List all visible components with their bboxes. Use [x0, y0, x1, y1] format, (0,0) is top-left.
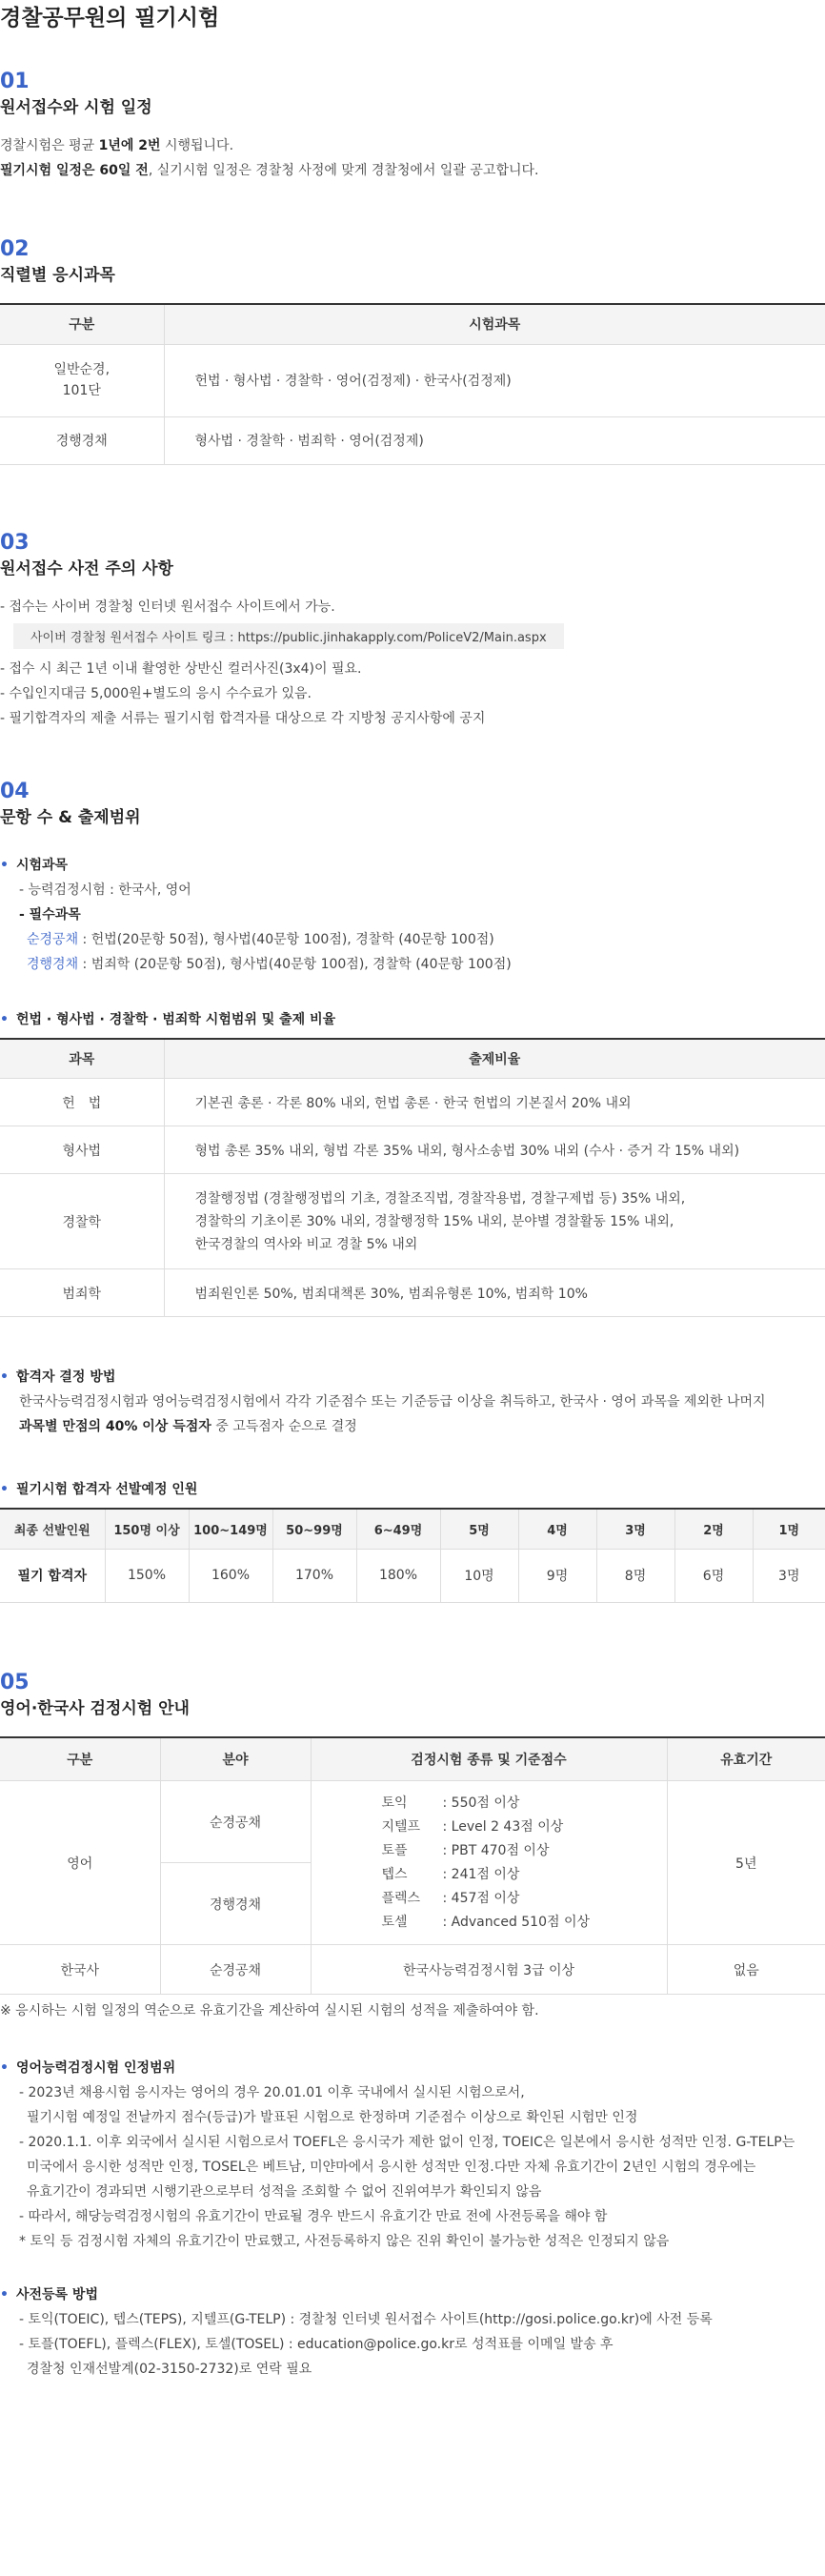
register-line-2: - 토플(TOEFL), 플렉스(FLEX), 토셀(TOSEL) : education@police.go.kr로 성적표를 이메일 발송 후	[19, 2337, 614, 2352]
selection-cell-2: 160%	[189, 1549, 272, 1602]
selection-table	[0, 1508, 825, 1603]
schedule-line-2: 필기시험 일정은 60일 전, 실기시험 일정은 경찰청 사정에 맞게 경찰청에서 일괄 공고합니다.	[0, 163, 539, 178]
section-title-certification: 영어·한국사 검정시험 안내	[0, 1698, 190, 1718]
bullet-icon: •	[0, 857, 9, 873]
english-tests-list	[311, 1781, 667, 1945]
cert-header-tests: 검정시험 종류 및 기준점수	[311, 1737, 667, 1781]
cert-line-6: - 따라서, 해당능력검정시험의 유효기간이 만료될 경우 반드시 유효기간 만료 전에 사전등록을 해야 함	[19, 2209, 608, 2224]
cert-header-category: 구분	[0, 1737, 160, 1781]
selection-header-5: 5명	[440, 1509, 518, 1549]
cert-header-field: 분야	[160, 1737, 311, 1781]
test-name: 플렉스	[381, 1890, 421, 1906]
cert-line-7: * 토익 등 검정시험 자체의 유효기간이 만료했고, 사전등록하지 않은 진위 확인이 불가능한 성적은 인정되지 않음	[19, 2234, 670, 2249]
subjects-heading: • 시험과목	[0, 857, 69, 873]
colon-separator: :	[442, 1842, 452, 1858]
subjects-line-3: 순경공채 : 헌법(20문항 50점), 형사법(40문항 100점), 경찰학 (40문항 100점)	[27, 931, 494, 947]
section-number-05: 05	[0, 1670, 30, 1694]
ratio-header-subject: 과목	[0, 1039, 164, 1079]
section-title-schedule: 원서접수와 시험 일정	[0, 98, 152, 117]
bullet-icon: •	[0, 1482, 9, 1497]
certification-table	[0, 1736, 825, 1996]
selection-cell-8: 6명	[674, 1549, 753, 1602]
ratio-table	[0, 1038, 825, 1318]
table-row: 형사법 형법 총론 35% 내외, 형법 각론 35% 내외, 형사소송법 30% 내외 (수사 · 증거 각 15% 내외)	[0, 1126, 825, 1174]
precaution-2: - 접수 시 최근 1년 이내 촬영한 상반신 컬러사진(3x4)이 필요.	[0, 660, 362, 677]
bullet-icon: •	[0, 1369, 9, 1385]
subjects-header-subjects: 시험과목	[164, 304, 825, 344]
selection-header-6: 4명	[518, 1509, 596, 1549]
page-title: 경찰공무원의 필기시험	[0, 6, 220, 30]
colon-separator: :	[442, 1866, 452, 1882]
bullet-icon: •	[0, 2060, 9, 2076]
cert-line-2: 필기시험 예정일 전날까지 점수(등급)가 발표된 시험으로 한정하며 기준점수 이상으로 확인된 시험만 인정	[27, 2110, 638, 2125]
table-row: 헌 법 기본권 총론 · 각론 80% 내외, 헌법 총론 · 한국 헌법의 기본질서 20% 내외	[0, 1079, 825, 1126]
schedule-line-1: 경찰시험은 평균 1년에 2번 시행됩니다.	[0, 138, 234, 153]
selection-header-2: 100~149명	[189, 1509, 272, 1549]
ratio-heading: • 헌법 · 형사법 · 경찰학 · 범죄학 시험범위 및 출제 비율	[0, 1011, 336, 1027]
table-row: 일반순경, 101단 헌법 · 형사법 · 경찰학 · 영어(검정제) · 한국사(검정제)	[0, 344, 825, 416]
test-score: 241점 이상	[451, 1866, 520, 1882]
test-score: Level 2 43점 이상	[451, 1818, 564, 1835]
table-row: 경행경채 형사법 · 경찰학 · 범죄학 · 영어(검정제)	[0, 416, 825, 464]
register-heading: • 사전등록 방법	[0, 2287, 98, 2302]
table-row: 영어 순경공채 토익 : 550점 이상 지텔프 : Level 2 43점 이상 토플 : PBT 470점 이상 텝스 : 241점 이상 플렉스 : 457점 이상 토셀 : Advanced 510점 이상 5년	[0, 1781, 825, 1863]
test-name: 텝스	[381, 1866, 408, 1882]
selection-cell-0: 필기 합격자	[0, 1549, 105, 1602]
subjects-line-2: - 필수과목	[19, 906, 81, 923]
pass-line-2: 과목별 만점의 40% 이상 득점자 중 고득점자 순으로 결정	[19, 1419, 357, 1434]
colon-separator: :	[442, 1890, 452, 1906]
bullet-icon: •	[0, 2287, 9, 2302]
selection-cell-4: 180%	[356, 1549, 440, 1602]
test-name: 토익	[381, 1795, 408, 1811]
subjects-header-category: 구분	[0, 304, 164, 344]
table-row: 범죄학 범죄원인론 50%, 범죄대책론 30%, 범죄유형론 10%, 범죄학 10%	[0, 1269, 825, 1317]
subjects-line-1: - 능력검정시험 : 한국사, 영어	[19, 882, 191, 898]
subjects-table	[0, 303, 825, 465]
test-item	[382, 1887, 666, 1911]
test-item	[382, 1815, 666, 1839]
colon-separator: :	[442, 1914, 452, 1930]
test-name: 토플	[381, 1842, 408, 1858]
pass-line-1: 한국사능력검정시험과 영어능력검정시험에서 각각 기준점수 또는 기준등급 이상을 취득하고, 한국사 · 영어 과목을 제외한 나머지	[19, 1394, 766, 1410]
cert-line-3: - 2020.1.1. 이후 외국에서 실시된 시험으로서 TOEFL은 응시국가 제한 없이 인정, TOEIC은 일본에서 응시한 성적만 인정. G-TELP는	[19, 2135, 795, 2150]
selection-header-8: 2명	[674, 1509, 753, 1549]
selection-cell-1: 150%	[105, 1549, 189, 1602]
selection-header-0: 최종 선발인원	[0, 1509, 105, 1549]
test-item	[382, 1863, 666, 1887]
cert-line-5: 유효기간이 경과되면 시행기관으로부터 성적을 조회할 수 없어 진위여부가 확인되지 않음	[27, 2184, 542, 2200]
colon-separator: :	[442, 1795, 452, 1811]
selection-cell-9: 3명	[753, 1549, 825, 1602]
bullet-icon: •	[0, 1011, 9, 1027]
test-item	[382, 1911, 666, 1935]
table-row: 경행경채	[0, 1863, 825, 1945]
test-item	[382, 1792, 666, 1815]
selection-header-7: 3명	[596, 1509, 674, 1549]
precaution-4: - 필기합격자의 제출 서류는 필기시험 합격자를 대상으로 각 지방청 공지사항에 공지	[0, 710, 486, 726]
selection-cell-7: 8명	[596, 1549, 674, 1602]
colon-separator: :	[442, 1818, 452, 1835]
test-name: 토셀	[381, 1914, 408, 1930]
test-score: Advanced 510점 이상	[451, 1914, 591, 1930]
test-item	[382, 1839, 666, 1863]
subjects-line-4: 경행경채 : 범죄학 (20문항 50점), 형사법(40문항 100점), 경찰학 (40문항 100점)	[27, 956, 512, 972]
selection-cell-3: 170%	[272, 1549, 356, 1602]
section-title-precautions: 원서접수 사전 주의 사항	[0, 558, 173, 578]
selection-header-3: 50~99명	[272, 1509, 356, 1549]
section-number-04: 04	[0, 779, 30, 803]
pass-heading: • 합격자 결정 방법	[0, 1369, 116, 1385]
table-row: 한국사 순경공채 한국사능력검정시험 3급 이상 없음	[0, 1945, 825, 1995]
selection-header-9: 1명	[753, 1509, 825, 1549]
test-score: 457점 이상	[451, 1890, 520, 1906]
apply-site-link[interactable]: 사이버 경찰청 원서접수 사이트 링크 : https://public.jinhakapply.com/PoliceV2/Main.aspx	[13, 623, 564, 649]
validity-note: ※ 응시하는 시험 일정의 역순으로 유효기간을 계산하여 실시된 시험의 성적을 제출하여야 함.	[0, 2003, 539, 2018]
selection-header-4: 6~49명	[356, 1509, 440, 1549]
test-score: PBT 470점 이상	[451, 1842, 550, 1858]
cert-line-4: 미국에서 응시한 성적만 인정, TOSEL은 베트남, 미얀마에서 응시한 성적만 인정.다만 자체 유효기간이 2년인 시험의 경우에는	[27, 2160, 756, 2175]
section-title-questions: 문항 수 & 출제범위	[0, 807, 141, 827]
precaution-1: - 접수는 사이버 경찰청 인터넷 원서접수 사이트에서 가능.	[0, 598, 335, 615]
cert-header-validity: 유효기간	[667, 1737, 825, 1781]
section-number-02: 02	[0, 237, 30, 261]
cert-line-1: - 2023년 채용시험 응시자는 영어의 경우 20.01.01 이후 국내에서 실시된 시험으로서,	[19, 2085, 525, 2100]
selection-header-1: 150명 이상	[105, 1509, 189, 1549]
section-title-subjects: 직렬별 응시과목	[0, 266, 115, 285]
section-number-03: 03	[0, 530, 30, 555]
selection-cell-6: 9명	[518, 1549, 596, 1602]
section-number-01: 01	[0, 70, 30, 93]
cert-range-heading: • 영어능력검정시험 인정범위	[0, 2060, 176, 2076]
selection-cell-5: 10명	[440, 1549, 518, 1602]
test-name: 지텔프	[381, 1818, 421, 1835]
table-row	[0, 1549, 825, 1602]
test-score: 550점 이상	[451, 1795, 520, 1811]
selection-heading: • 필기시험 합격자 선발예정 인원	[0, 1482, 198, 1497]
register-line-3: 경찰청 인재선발계(02-3150-2732)로 연락 필요	[27, 2362, 312, 2377]
precaution-3: - 수입인지대금 5,000원+별도의 응시 수수료가 있음.	[0, 685, 312, 701]
table-row: 경찰학 경찰행정법 (경찰행정법의 기초, 경찰조직법, 경찰작용법, 경찰구제법 등) 35% 내외, 경찰학의 기초이론 30% 내외, 경찰행정학 15% 내외, 분야별 경찰활동 15% 내외, 한국경찰의 역사와 비교 경찰 5% 내외	[0, 1174, 825, 1269]
register-line-1: - 토익(TOEIC), 텝스(TEPS), 지텔프(G-TELP) : 경찰청 인터넷 원서접수 사이트(http://gosi.police.go.kr)에 사전 등록	[19, 2312, 713, 2327]
ratio-header-ratio: 출제비율	[164, 1039, 825, 1079]
